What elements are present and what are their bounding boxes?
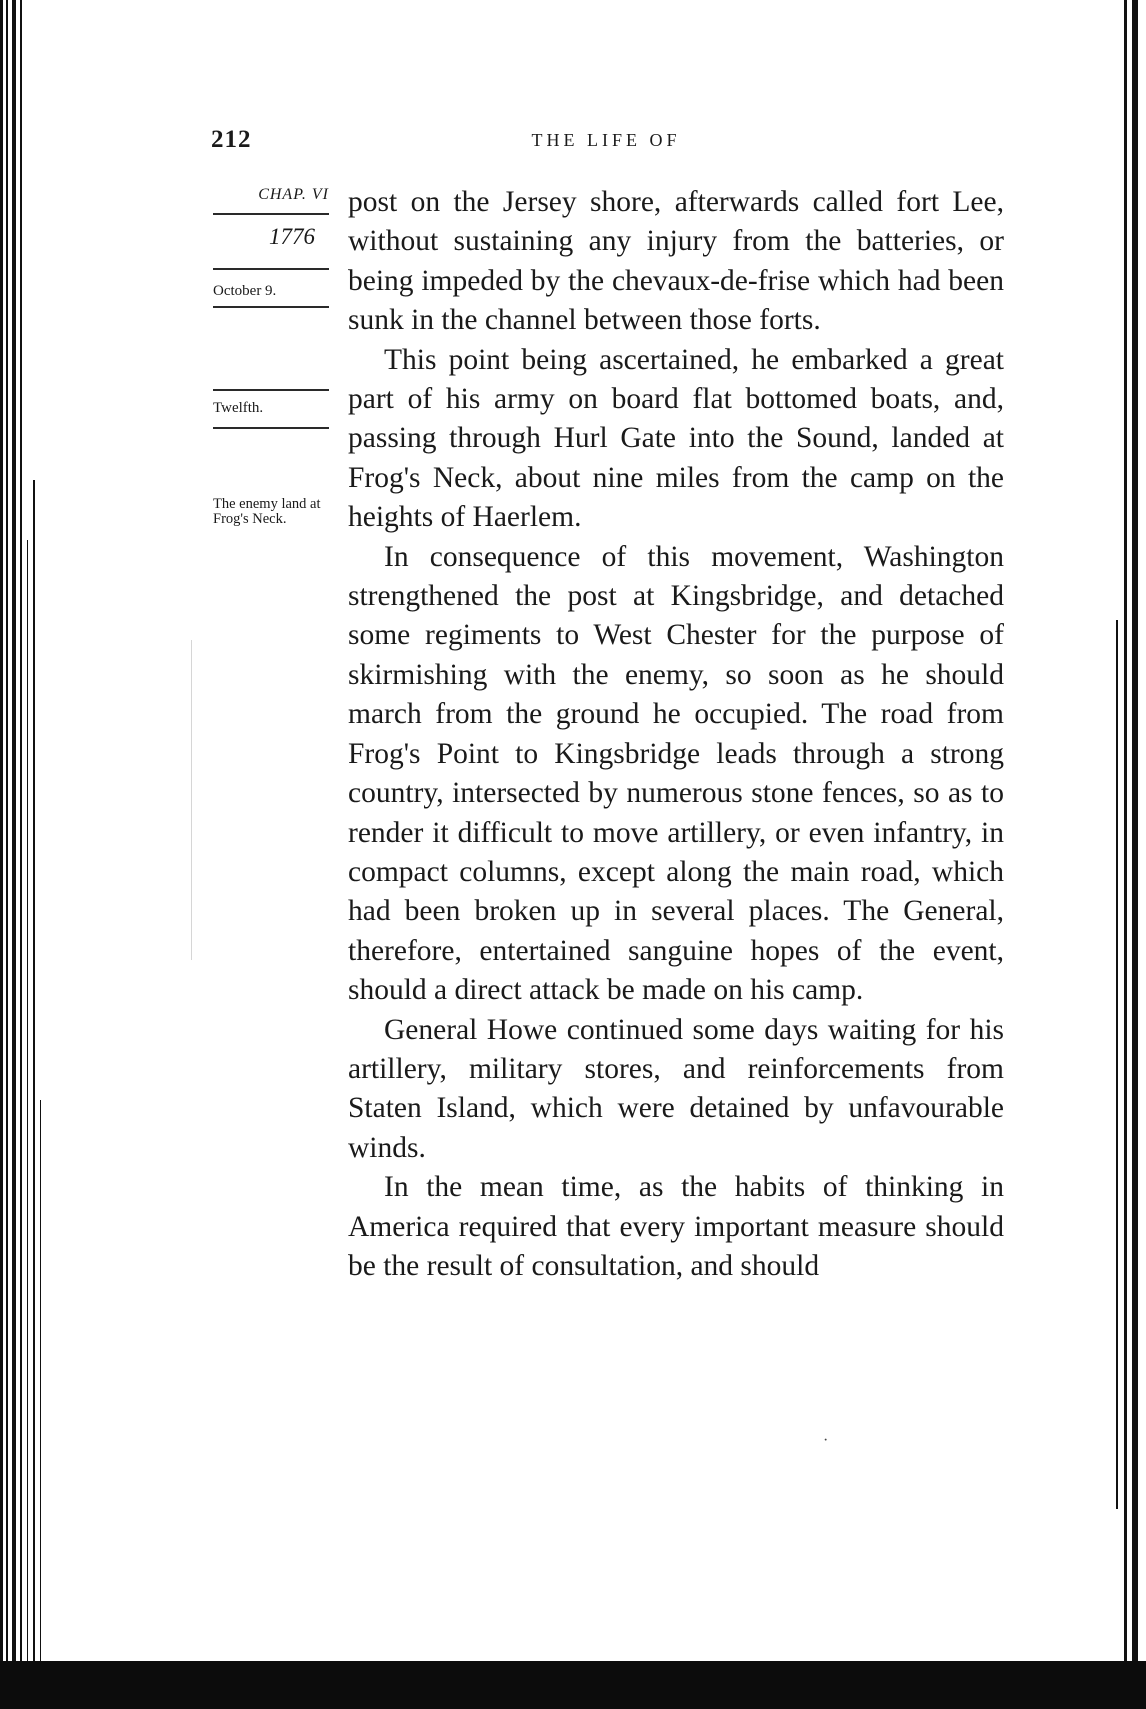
page-header bbox=[211, 126, 1001, 166]
paragraph: In consequence of this movement, Washington strengthened the post at Kingsbridge, and detached some regiments to West Chester for the purpose of skirmishing with the enemy, so soon as he should march from the ground he occupied. The road from Frog's Point to Kingsbridge leads through a strong country, intersected by numerous stone fences, so as to render it difficult to move artillery, or even infantry, in compact columns, except along the main road, which had been broken up in several places. The General, therefore, entertained sanguine hopes of the event, should a direct attack be made on his camp. bbox=[348, 540, 1004, 1007]
paragraph: General Howe continued some days waiting for his artillery, military stores, and reinforcements from Staten Island, which were detained by unfavourable winds. bbox=[348, 1013, 1004, 1164]
paragraph: post on the Jersey shore, afterwards called fort Lee, without sustaining any injury from the batteries, or being impeded by the chevaux-de-frise which had been sunk in the channel between those forts. bbox=[348, 186, 1004, 337]
scan-right-edge bbox=[1112, 0, 1146, 1709]
margin-rule bbox=[213, 268, 329, 270]
paragraph: In the mean time, as the habits of thinking in America required that every important measure should be the result of consultation, and should bbox=[348, 1171, 1004, 1282]
body-text bbox=[348, 183, 1004, 1286]
scan-bottom-border bbox=[0, 1661, 1146, 1709]
ink-speck: · bbox=[823, 1432, 829, 1449]
margin-day: Twelfth. bbox=[213, 400, 264, 416]
scan-fold-line bbox=[191, 640, 192, 960]
margin-date: October 9. bbox=[213, 283, 277, 299]
paragraph: This point being ascertained, he embarked a great part of his army on board flat bottomed boats, and, passing through Hurl Gate into the Sound, landed at Frog's Neck, about nine miles from the camp on the heights of Haerlem. bbox=[348, 343, 1004, 534]
page-number: 212 bbox=[211, 126, 252, 153]
scan-binding-edge bbox=[0, 0, 52, 1709]
margin-rule bbox=[213, 427, 329, 429]
chapter-label: CHAP. VI bbox=[258, 186, 329, 203]
margin-year: 1776 bbox=[269, 224, 315, 249]
margin-rule bbox=[213, 306, 329, 308]
margin-rule bbox=[213, 213, 329, 215]
running-head: THE LIFE OF bbox=[531, 130, 681, 150]
margin-rule bbox=[213, 389, 329, 391]
margin-sidenote: The enemy land at Frog's Neck. bbox=[213, 496, 321, 527]
